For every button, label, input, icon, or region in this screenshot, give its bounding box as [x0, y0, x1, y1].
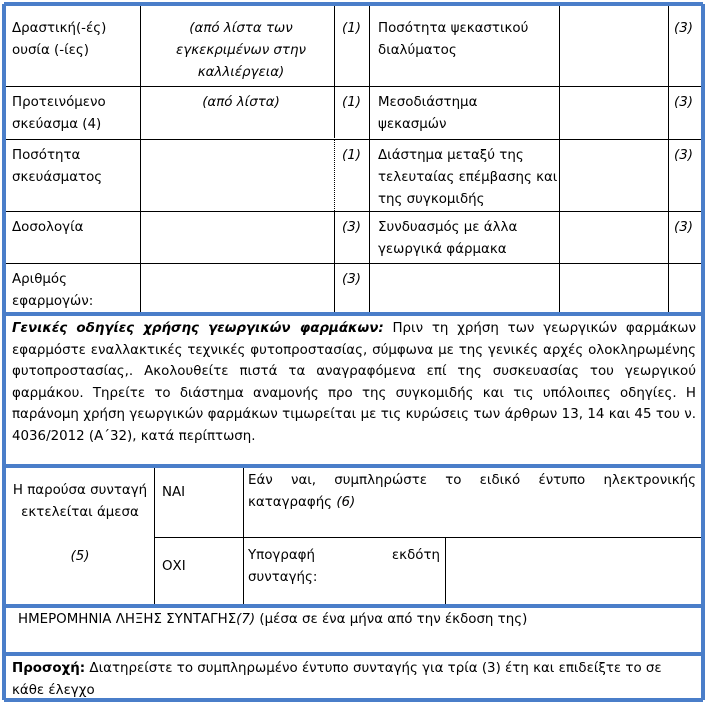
expiry-label: ΗΜΕΡΟΜΗΝΙΑ ΛΗΞΗΣ ΣΥΝΤΑΓΗΣ [18, 612, 237, 627]
proposed-product-note: (1) [342, 95, 361, 110]
spray-solution-label: Ποσότητα ψεκαστικού διαλύματος [378, 21, 529, 58]
dosage-label: Δοσολογία [12, 220, 84, 235]
product-quantity-note: (1) [342, 148, 361, 163]
applications-label: Αριθμός εφαρμογών: [12, 272, 94, 309]
section-border [4, 312, 703, 316]
column-divider [369, 4, 370, 312]
column-divider-dotted [334, 139, 335, 211]
product-quantity-label: Ποσότητα σκευάσματος [12, 148, 103, 185]
column-divider [559, 4, 560, 312]
row-divider [154, 537, 703, 538]
column-divider [668, 4, 669, 312]
yes-instructions-note: (6) [336, 495, 356, 510]
proposed-product-label: Προτεινόμενο σκεύασμα (4) [12, 95, 106, 132]
section-border [4, 2, 703, 6]
yes-instructions-text: Εάν ναι, συμπληρώστε το ειδικό έντυπο ηλεκτρονικής καταγραφής [248, 473, 696, 510]
immediate-label: Η παρούσα συνταγή εκτελείται άμεσα [12, 483, 148, 520]
proposed-product-value[interactable]: (από λίστα) [202, 95, 280, 110]
active-substance-value[interactable]: (από λίστα των εγκεκριμένων στην καλλιέργεια) [176, 21, 306, 80]
attention-note [12, 658, 696, 701]
active-substance-note: (1) [342, 21, 361, 36]
applications-note: (3) [342, 272, 361, 287]
prescription-form [4, 4, 703, 700]
yes-instructions [248, 470, 696, 514]
preharvest-interval-label: Διάστημα μεταξύ της τελευταίας επέμβασης και της συγκομιδής [378, 148, 558, 207]
row-divider [4, 139, 703, 140]
spray-interval-label: Μεσοδιάστημα ψεκασμών [378, 95, 478, 132]
column-divider [445, 538, 446, 604]
signature-label: Υπογραφή εκδότη συνταγής: [248, 548, 440, 585]
section-border [4, 604, 703, 608]
expiry-note: (7) [236, 612, 256, 627]
dosage-note: (3) [342, 220, 361, 235]
immediate-note: (5) [70, 549, 90, 564]
column-divider [154, 468, 155, 604]
column-divider [334, 4, 335, 138]
general-instructions-heading: Γενικές οδηγίες χρήσης γεωργικών φαρμάκων: [12, 321, 384, 336]
expiry-text: (μέσα σε ένα μήνα από την έκδοση της) [259, 612, 528, 627]
general-instructions-body: Πριν τη χρήση των γεωργικών φαρμάκων εφαρμόστε εναλλακτικές τεχνικές φυτοπροστασίας, σύμφωνα με της γενικές αρχές ολοκληρωμένης φυτοπροστασίας,. Ακολουθείτε πιστά τα αναγραφόμενα επί της συσκευασίας του γεωργικού φαρμάκου. Τηρείτε το διάστημα αναμονής προ της συγκομιδής και τις υπόλοιπες οδηγίες. Η παράνομη χρήση γεωργικών φαρμάκων τιμωρείται με τις κυρώσεις των άρθρων 13, 14 και 45 του ν. 4036/2012 (Α΄32), κατά περίπτωση. [12, 321, 696, 444]
spray-solution-note: (3) [674, 21, 693, 36]
no-option[interactable]: ΟΧΙ [162, 559, 186, 574]
mixing-note: (3) [674, 220, 693, 235]
general-instructions [12, 318, 696, 447]
section-border [2, 4, 6, 700]
attention-heading: Προσοχή: [12, 661, 86, 676]
row-divider [4, 263, 703, 264]
row-divider [4, 86, 703, 87]
column-divider [243, 468, 244, 604]
mixing-label: Συνδυασμός με άλλα γεωργικά φάρμακα [378, 220, 518, 257]
section-border [4, 652, 703, 656]
section-border [4, 698, 703, 702]
active-substance-label: Δραστική(-ές) ουσία (-ίες) [12, 21, 107, 58]
section-border [701, 4, 705, 700]
spray-interval-note: (3) [674, 95, 693, 110]
row-divider [4, 211, 703, 212]
column-divider [334, 211, 335, 312]
section-border [4, 464, 703, 468]
signature-field[interactable] [445, 538, 699, 604]
yes-option[interactable]: ΝΑΙ [162, 485, 186, 500]
expiry-line [18, 609, 698, 631]
attention-text: Διατηρείστε το συμπληρωμένο έντυπο συνταγής για τρία (3) έτη και επιδείξτε το σε κάθε έλεγχο [12, 661, 662, 698]
column-divider [140, 4, 141, 312]
preharvest-interval-note: (3) [674, 148, 693, 163]
